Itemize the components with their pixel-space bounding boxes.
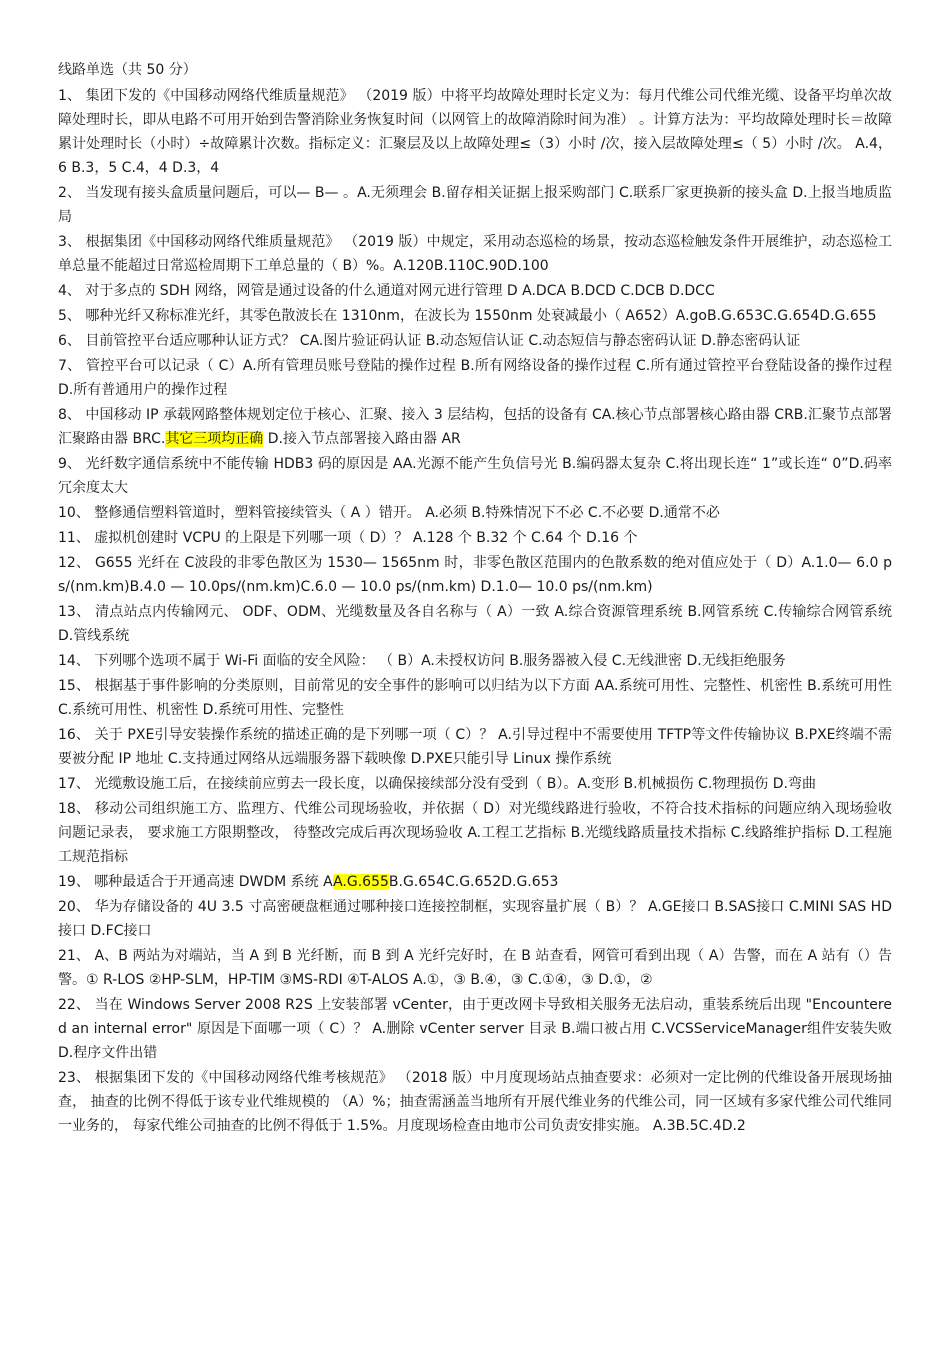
question-item [58, 723, 892, 771]
question-text: 1、 集团下发的《中国移动网络代维质量规范》 （2019 版）中将平均故障处理时长定义为：每月代维公司代维光缆、设备平均单次故障处理时长，即从电路不可用开始到告警消除业务恢复时间（以网管上的故障消除时间为准） 。计算方法为：平均故障处理时长＝故障累计处理时长（小时）÷故障累计次数。指标定义：汇聚层及以上故障处理≤（3）小时 /次，接入层故障处理≤（ 5）小时 /次。 A.4，6 B.3，5 C.4，4 D.3，4 [58, 88, 892, 176]
question-text: 23、 根据集团下发的《中国移动网络代维考核规范》 （2018 版）中月度现场站点抽查要求：必须对一定比例的代维设备开展现场抽查， 抽查的比例不得低于该专业代维规模的 （A）%；抽查需涵盖当地所有开展代维业务的代维公司，同一区域有多家代维公司代维同一业务的， 每家代维公司抽查的比例不得低于 1.5%。月度现场检查由地市公司负责安排实施。 A.3B.5C.4D.2 [58, 1070, 892, 1134]
question-item [58, 501, 892, 525]
question-item [58, 772, 892, 796]
question-item [58, 895, 892, 943]
question-item [58, 870, 892, 894]
question-item [58, 674, 892, 722]
question-text: 22、 当在 Windows Server 2008 R2S 上安装部署 vCenter，由于更改网卡导致相关服务无法启动，重装系统后出现 "Encountered an internal error" 原因是下面哪一项（ C）？ A.删除 vCenter server 目录 B.端口被占用 C.VCSServiceManager组件安装失败 D.程序文件出错 [58, 997, 892, 1061]
question-item [58, 304, 892, 328]
question-text: 14、 下列哪个选项不属于 Wi-Fi 面临的安全风险： （ B）A.未授权访问 B.服务器被入侵 C.无线泄密 D.无线拒绝服务 [58, 653, 786, 669]
question-text: 10、 整修通信塑料管道时，塑料管接续管头（ A ）错开。 A.必须 B.特殊情况下不必 C.不必要 D.通常不必 [58, 505, 720, 521]
question-item [58, 551, 892, 599]
question-item [58, 993, 892, 1065]
question-item [58, 526, 892, 550]
question-item [58, 452, 892, 500]
question-item [58, 181, 892, 229]
question-text: 21、 A、B 两站为对端站，当 A 到 B 光纤断，而 B 到 A 光纤完好时，在 B 站查看，网管可看到出现（ A）告警，而在 A 站有（）告警。① R-LOS ②HP-SLM，HP-TIM ③MS-RDI ④T-ALOS A.①，③ B.④，③ C.①④，③ D.①，② [58, 948, 892, 988]
question-text: 7、 管控平台可以记录（ C）A.所有管理员账号登陆的操作过程 B.所有网络设备的操作过程 C.所有通过管控平台登陆设备的操作过程 D.所有普通用户的操作过程 [58, 358, 892, 398]
question-text: 2、 当发现有接头盒质量问题后，可以— B— 。A.无须理会 B.留存相关证据上报采购部门 C.联系厂家更换新的接头盒 D.上报当地质监局 [58, 185, 892, 225]
question-item [58, 944, 892, 992]
question-item [58, 329, 892, 353]
question-text: 4、 对于多点的 SDH 网络，网管是通过设备的什么通道对网元进行管理 D A.DCA B.DCD C.DCB D.DCC [58, 283, 715, 299]
question-text: 13、 清点站点内传输网元、 ODF、ODM、光缆数量及各自名称与（ A）一致 A.综合资源管理系统 B.网管系统 C.传输综合网管系统 D.管线系统 [58, 604, 892, 644]
question-list [58, 84, 892, 1138]
question-text: 6、 目前管控平台适应哪种认证方式？ CA.图片验证码认证 B.动态短信认证 C.动态短信与静态密码认证 D.静态密码认证 [58, 333, 801, 349]
section-title: 线路单选（共 50 分） [58, 62, 197, 78]
question-item [58, 1066, 892, 1138]
question-text: 15、 根据基于事件影响的分类原则，目前常见的安全事件的影响可以归结为以下方面 AA.系统可用性、完整性、机密性 B.系统可用性 C.系统可用性、机密性 D.系统可用性、完整性 [58, 678, 892, 718]
question-item [58, 403, 892, 451]
question-text: D.接入节点部署接入路由器 AR [263, 431, 461, 447]
highlighted-text: A.G.655 [333, 874, 389, 890]
question-text: 8、 中国移动 IP 承载网路整体规划定位于核心、汇聚、接入 3 层结构，包括的设备有 CA.核心节点部署核心路由器 CRB.汇聚节点部署汇聚路由器 BRC. [58, 407, 892, 447]
question-item [58, 84, 892, 180]
question-item [58, 797, 892, 869]
question-text: 5、 哪种光纤又称标准光纤，其零色散波长在 1310nm，在波长为 1550nm 处衰减最小（ A652）A.goB.G.653C.G.654D.G.655 [58, 308, 877, 324]
question-item [58, 600, 892, 648]
question-item [58, 354, 892, 402]
question-item [58, 649, 892, 673]
question-text: 17、 光缆敷设施工后，在接续前应剪去一段长度，以确保接续部分没有受到（ B）。A.变形 B.机械损伤 C.物理损伤 D.弯曲 [58, 776, 816, 792]
question-text: 9、 光纤数字通信系统中不能传输 HDB3 码的原因是 AA.光源不能产生负信号光 B.编码器太复杂 C.将出现长连“ 1”或长连“ 0”D.码率冗余度太大 [58, 456, 892, 496]
question-text: 20、 华为存储设备的 4U 3.5 寸高密硬盘框通过哪种接口连接控制框，实现容量扩展（ B）？ A.GE接口 B.SAS接口 C.MINI SAS HD接口 D.FC接口 [58, 899, 892, 939]
question-text: 3、 根据集团《中国移动网络代维质量规范》 （2019 版）中规定，采用动态巡检的场景，按动态巡检触发条件开展维护，动态巡检工单总量不能超过日常巡检周期下工单总量的（ B）%。A.120B.110C.90D.100 [58, 234, 892, 274]
question-text: 16、 关于 PXE引导安装操作系统的描述正确的是下列哪一项（ C）？ A.引导过程中不需要使用 TFTP等文件传输协议 B.PXE终端不需要被分配 IP 地址 C.支持通过网络从远端服务器下载映像 D.PXE只能引导 Linux 操作系统 [58, 727, 892, 767]
question-text: 11、 虚拟机创建时 VCPU 的上限是下列哪一项（ D）？ A.128 个 B.32 个 C.64 个 D.16 个 [58, 530, 638, 546]
question-item [58, 279, 892, 303]
question-text: 18、 移动公司组织施工方、监理方、代维公司现场验收，并依据（ D）对光缆线路进行验收，不符合技术指标的问题应纳入现场验收问题记录表， 要求施工方限期整改， 待整改完成后再次现场验收 A.工程工艺指标 B.光缆线路质量技术指标 C.线路维护指标 D.工程施工规范指标 [58, 801, 892, 865]
question-text: 12、 G655 光纤在 C波段的非零色散区为 1530— 1565nm 时，非零色散区范围内的色散系数的绝对值应处于（ D）A.1.0— 6.0 ps/(nm.km)B.4.0 — 10.0ps/(nm.km)C.6.0 — 10.0 ps/(nm.km) D.1.0— 10.0 ps/(nm.km) [58, 555, 892, 595]
question-item [58, 230, 892, 278]
highlighted-text: 其它三项均正确 [165, 431, 264, 447]
question-text: B.G.654C.G.652D.G.653 [388, 874, 559, 890]
question-text: 19、 哪种最适合于开通高速 DWDM 系统 A [58, 874, 334, 890]
